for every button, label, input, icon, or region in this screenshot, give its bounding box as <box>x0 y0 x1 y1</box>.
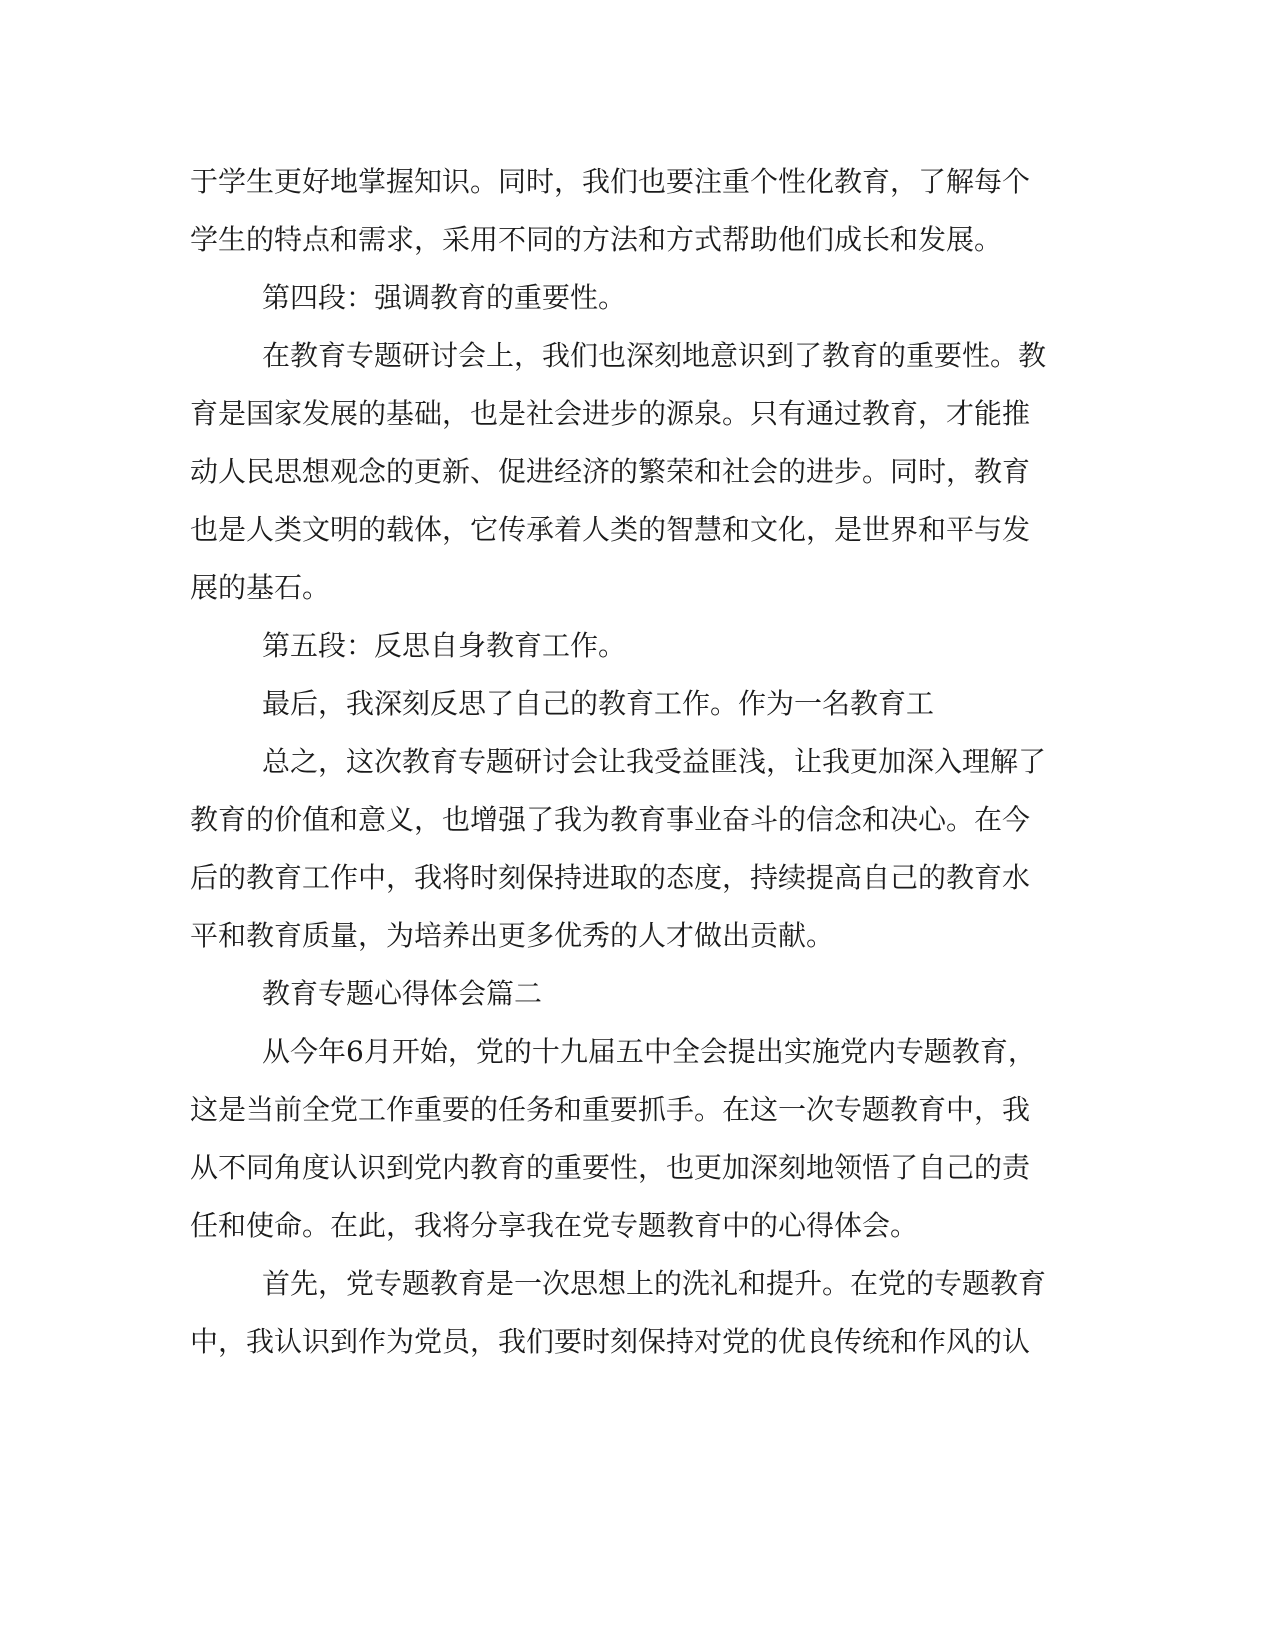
text-line: 从不同角度认识到党内教育的重要性，也更加深刻地领悟了自己的责 <box>190 1151 1031 1184</box>
text-line: 在教育专题研讨会上，我们也深刻地意识到了教育的重要性。教 <box>262 339 1047 372</box>
text-line: 教育的价值和意义，也增强了我为教育事业奋斗的信念和决心。在今 <box>190 803 1031 836</box>
section-title: 教育专题心得体会篇二 <box>262 977 543 1010</box>
text-line: 展的基石。 <box>190 571 331 604</box>
text-line: 任和使命。在此，我将分享我在党专题教育中的心得体会。 <box>190 1209 919 1242</box>
text-line: 动人民思想观念的更新、促进经济的繁荣和社会的进步。同时，教育 <box>190 455 1031 488</box>
text-line: 于学生更好地掌握知识。同时，我们也要注重个性化教育，了解每个 <box>190 165 1031 198</box>
text-line: 最后，我深刻反思了自己的教育工作。作为一名教育工 <box>262 687 935 720</box>
text-line: 也是人类文明的载体，它传承着人类的智慧和文化，是世界和平与发 <box>190 513 1031 546</box>
text-line: 平和教育质量，为培养出更多优秀的人才做出贡献。 <box>190 919 835 952</box>
text-line: 中，我认识到作为党员，我们要时刻保持对党的优良传统和作风的认 <box>190 1325 1031 1358</box>
text-line: 后的教育工作中，我将时刻保持进取的态度，持续提高自己的教育水 <box>190 861 1031 894</box>
text-line: 育是国家发展的基础，也是社会进步的源泉。只有通过教育，才能推 <box>190 397 1031 430</box>
text-line: 总之，这次教育专题研讨会让我受益匪浅，让我更加深入理解了 <box>262 745 1047 778</box>
text-line: 从今年6月开始，党的十九届五中全会提出实施党内专题教育， <box>262 1035 1036 1068</box>
text-line: 学生的特点和需求，采用不同的方法和方式帮助他们成长和发展。 <box>190 223 1003 256</box>
text-line: 这是当前全党工作重要的任务和重要抓手。在这一次专题教育中，我 <box>190 1093 1031 1126</box>
section-heading: 第五段：反思自身教育工作。 <box>262 629 627 662</box>
text-line: 首先，党专题教育是一次思想上的洗礼和提升。在党的专题教育 <box>262 1267 1047 1300</box>
section-heading: 第四段：强调教育的重要性。 <box>262 281 627 314</box>
